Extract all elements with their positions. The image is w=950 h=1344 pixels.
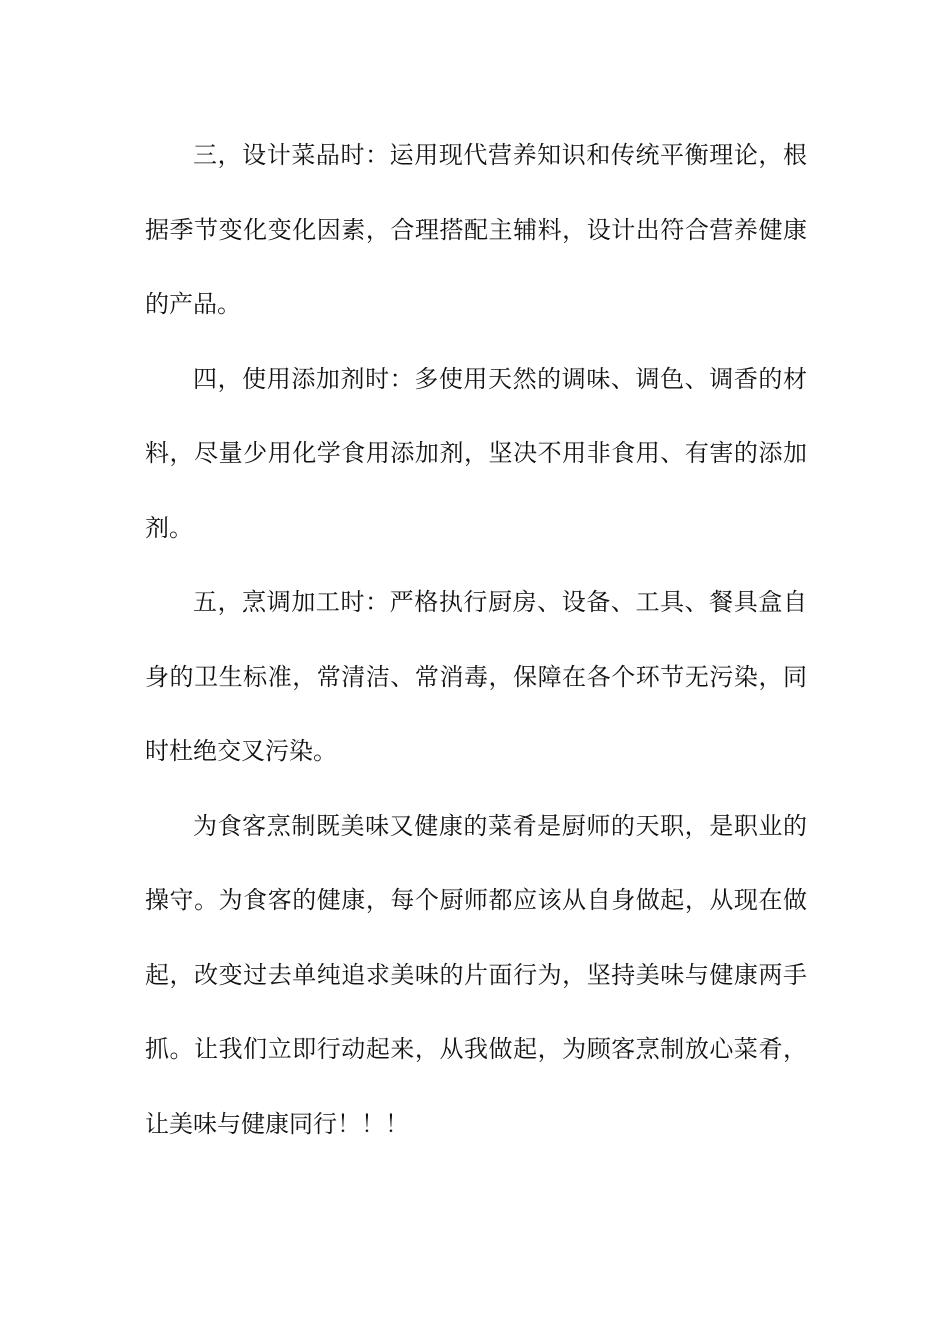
paragraph-additives: 四，使用添加剂时：多使用天然的调味、调色、调香的材料，尽量少用化学食用添加剂，坚决不用非食用、有害的添加剂。 [145,364,807,542]
document-body [145,118,807,1161]
paragraph-conclusion: 为食客烹制既美味又健康的菜肴是厨师的天职，是职业的操守。为食客的健康，每个厨师都应该从自身做起，从现在做起，改变过去单纯追求美味的片面行为，坚持美味与健康两手抓。让我们立即行动起来，从我做起，为顾客烹制放心菜肴，让美味与健康同行！！！ [145,811,807,1138]
paragraph-menu-design: 三，设计菜品时：运用现代营养知识和传统平衡理论，根据季节变化变化因素，合理搭配主辅料，设计出符合营养健康的产品。 [145,141,807,318]
paragraph-cooking-hygiene: 五，烹调加工时：严格执行厨房、设备、工具、餐具盒自身的卫生标准，常清洁、常消毒，保障在各个环节无污染，同时杜绝交叉污染。 [145,588,807,765]
